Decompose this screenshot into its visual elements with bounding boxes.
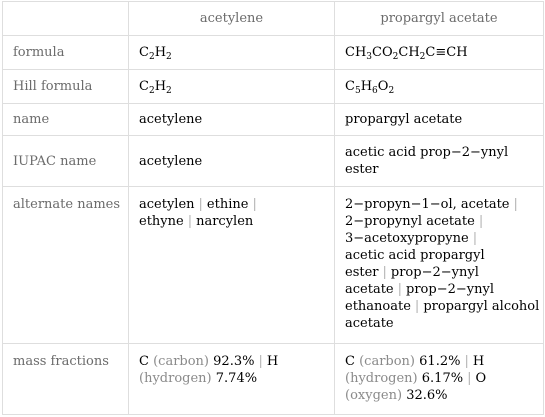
- hill-formula-label: Hill formula: [3, 70, 129, 104]
- separator: |: [252, 197, 257, 212]
- alternate-names-row: [3, 187, 544, 344]
- alt-name: ethine: [206, 197, 249, 212]
- alt-name: acetylen: [139, 197, 195, 212]
- name-acetylene: acetylene: [129, 104, 335, 136]
- separator: |: [382, 265, 387, 280]
- header-row: [3, 2, 544, 36]
- comparison-table: [2, 1, 544, 415]
- alt-name: 2−propyn−1−ol, acetate: [345, 197, 510, 212]
- separator: |: [187, 214, 193, 229]
- alt-name: propargyl alcohol acetate: [345, 299, 540, 331]
- hill-formula-acetylene: $C_2H_2$: [129, 70, 335, 104]
- iupac-name-propargyl-acetate: acetic acid prop−2−ynyl ester: [335, 136, 544, 187]
- mass-fractions-propargyl-acetate: C (carbon) 61.2% | H (hydrogen) 6.17% | O (oxygen) 32.6%: [335, 344, 544, 415]
- hill-formula-propargyl-acetate: $C_5H_6O_2$: [335, 70, 544, 104]
- formula-row: [3, 36, 544, 70]
- header-acetylene: acetylene: [129, 2, 335, 36]
- alt-name: ethyne: [139, 214, 184, 229]
- alt-name: 3−acetoxypropyne: [345, 231, 469, 246]
- formula-propargyl-acetate: $CH_3CO_2CH_2C\equiv CH$: [335, 36, 544, 70]
- name-propargyl-acetate: propargyl acetate: [335, 104, 544, 136]
- hill-formula-row: [3, 70, 544, 104]
- iupac-name-row: [3, 136, 544, 187]
- iupac-name-acetylene: acetylene: [129, 136, 335, 187]
- separator: |: [414, 299, 420, 314]
- header-propargyl-acetate: propargyl acetate: [335, 2, 544, 36]
- separator: |: [472, 231, 478, 246]
- name-row: [3, 104, 544, 136]
- mass-fractions-acetylene: C (carbon) 92.3% | H (hydrogen) 7.74%: [129, 344, 335, 415]
- separator: |: [478, 214, 484, 229]
- alt-name: acetic acid propargyl ester: [345, 248, 485, 280]
- alternate-names-acetylene: [129, 187, 335, 344]
- separator: |: [397, 282, 403, 297]
- header-corner: [3, 2, 129, 36]
- formula-acetylene: $C_2H_2$: [129, 36, 335, 70]
- iupac-name-label: IUPAC name: [3, 136, 129, 187]
- alt-name: 2−propynyl acetate: [345, 214, 475, 229]
- alt-name: prop−2−ynyl ethanoate: [345, 282, 494, 314]
- separator: |: [464, 354, 469, 369]
- name-label: name: [3, 104, 129, 136]
- separator: |: [513, 197, 518, 212]
- separator: |: [258, 354, 263, 369]
- alt-name: prop−2−ynyl acetate: [345, 265, 479, 297]
- formula-label: formula: [3, 36, 129, 70]
- separator: |: [198, 197, 203, 212]
- alternate-names-label: alternate names: [3, 187, 129, 344]
- alt-name: narcylen: [196, 214, 254, 229]
- mass-fractions-label: mass fractions: [3, 344, 129, 415]
- separator: |: [467, 371, 472, 386]
- alternate-names-propargyl-acetate: [335, 187, 544, 344]
- mass-fractions-row: [3, 344, 544, 415]
